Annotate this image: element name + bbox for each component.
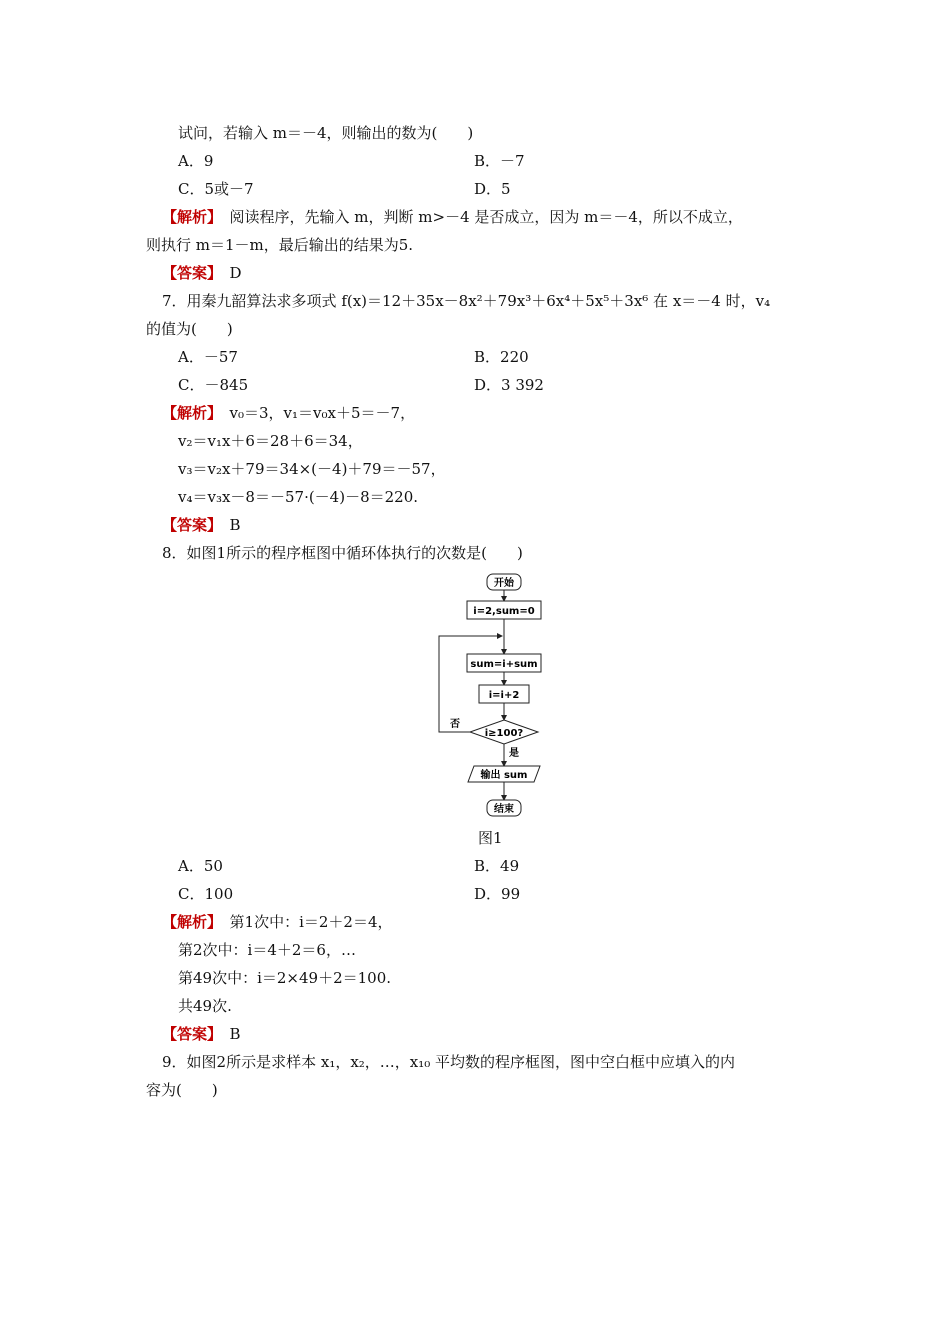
flow-yes-label: 是 [509, 748, 519, 759]
q6-answer [162, 263, 242, 283]
flow-start-label: 开始 [494, 578, 514, 589]
q6-analysis-line1: 阅读程序，先输入 m，判断 m>－4 是否成立，因为 m＝－4，所以不成立， [229, 208, 743, 226]
q6-answer-value: D [229, 264, 242, 282]
q7-step-4: v₄＝v₃x－8＝－57·(－4)－8＝220. [178, 488, 419, 506]
q9-stem-line2: 容为( ) [146, 1081, 218, 1099]
q6-option-c: C．5或－7 [178, 180, 254, 198]
flow-output-label: 输出 sum [480, 770, 528, 781]
q7-step-1: v₀＝3，v₁＝v₀x＋5＝－7， [229, 404, 416, 422]
q8-option-d: D．99 [474, 885, 521, 903]
q7-option-a: A．－57 [178, 348, 238, 366]
q8-option-c: C．100 [178, 885, 234, 903]
q8-answer [162, 1024, 241, 1044]
flowchart-figure-1 [436, 570, 546, 820]
q8-option-a: A．50 [178, 857, 223, 875]
q8-step-2: 第2次中：i＝4＋2＝6，… [178, 941, 356, 959]
q7-option-b: B．220 [474, 348, 529, 366]
q8-step-1: 第1次中：i＝2＋2＝4， [229, 913, 393, 931]
flow-end-label: 结束 [494, 804, 514, 815]
analysis-tag: 【解析】 [162, 208, 215, 226]
analysis-tag: 【解析】 [162, 913, 215, 931]
q6-analysis-line2: 则执行 m＝1－m，最后输出的结果为5. [146, 236, 414, 254]
q8-step-4: 共49次. [178, 997, 232, 1015]
q7-option-c: C．－845 [178, 376, 249, 394]
q7-stem-line2: 的值为( ) [146, 320, 233, 338]
flow-no-label: 否 [450, 719, 460, 730]
q6-option-d: D．5 [474, 180, 511, 198]
flow-sum-label: sum=i+sum [470, 659, 538, 670]
answer-tag: 【答案】 [162, 264, 215, 282]
q8-option-b: B．49 [474, 857, 520, 875]
q7-option-d: D．3 392 [474, 376, 544, 394]
q8-step-3: 第49次中：i＝2×49＋2＝100. [178, 969, 392, 987]
q7-step-2: v₂＝v₁x＋6＝28＋6＝34， [178, 432, 363, 450]
figure-1-caption: 图1 [478, 829, 503, 847]
flow-init-label: i=2,sum=0 [473, 606, 535, 617]
q8-analysis [162, 912, 393, 932]
q7-answer [162, 515, 241, 535]
q8-stem: 8．如图1所示的程序框图中循环体执行的次数是( ) [162, 544, 523, 562]
answer-tag: 【答案】 [162, 516, 215, 534]
flow-condition-label: i≥100? [484, 728, 524, 739]
q8-answer-value: B [229, 1025, 241, 1043]
q7-step-3: v₃＝v₂x＋79＝34×(－4)＋79＝－57， [178, 460, 446, 478]
analysis-tag: 【解析】 [162, 404, 215, 422]
q6-option-a: A．9 [178, 152, 214, 170]
q7-answer-value: B [229, 516, 241, 534]
q7-stem-line1: 7．用秦九韶算法求多项式 f(x)＝12＋35x－8x²＋79x³＋6x⁴＋5x⁵＋3x⁶ 在 x＝－4 时，v₄ [162, 292, 771, 310]
q6-stem: 试问，若输入 m＝－4，则输出的数为( ) [178, 124, 474, 142]
q7-analysis [162, 403, 415, 423]
flow-increment-label: i=i+2 [488, 690, 520, 701]
answer-tag: 【答案】 [162, 1025, 215, 1043]
q6-option-b: B．－7 [474, 152, 525, 170]
q9-stem-line1: 9．如图2所示是求样本 x₁，x₂，…，x₁₀ 平均数的程序框图，图中空白框中应填入的内 [162, 1053, 736, 1071]
q6-analysis [162, 207, 743, 227]
